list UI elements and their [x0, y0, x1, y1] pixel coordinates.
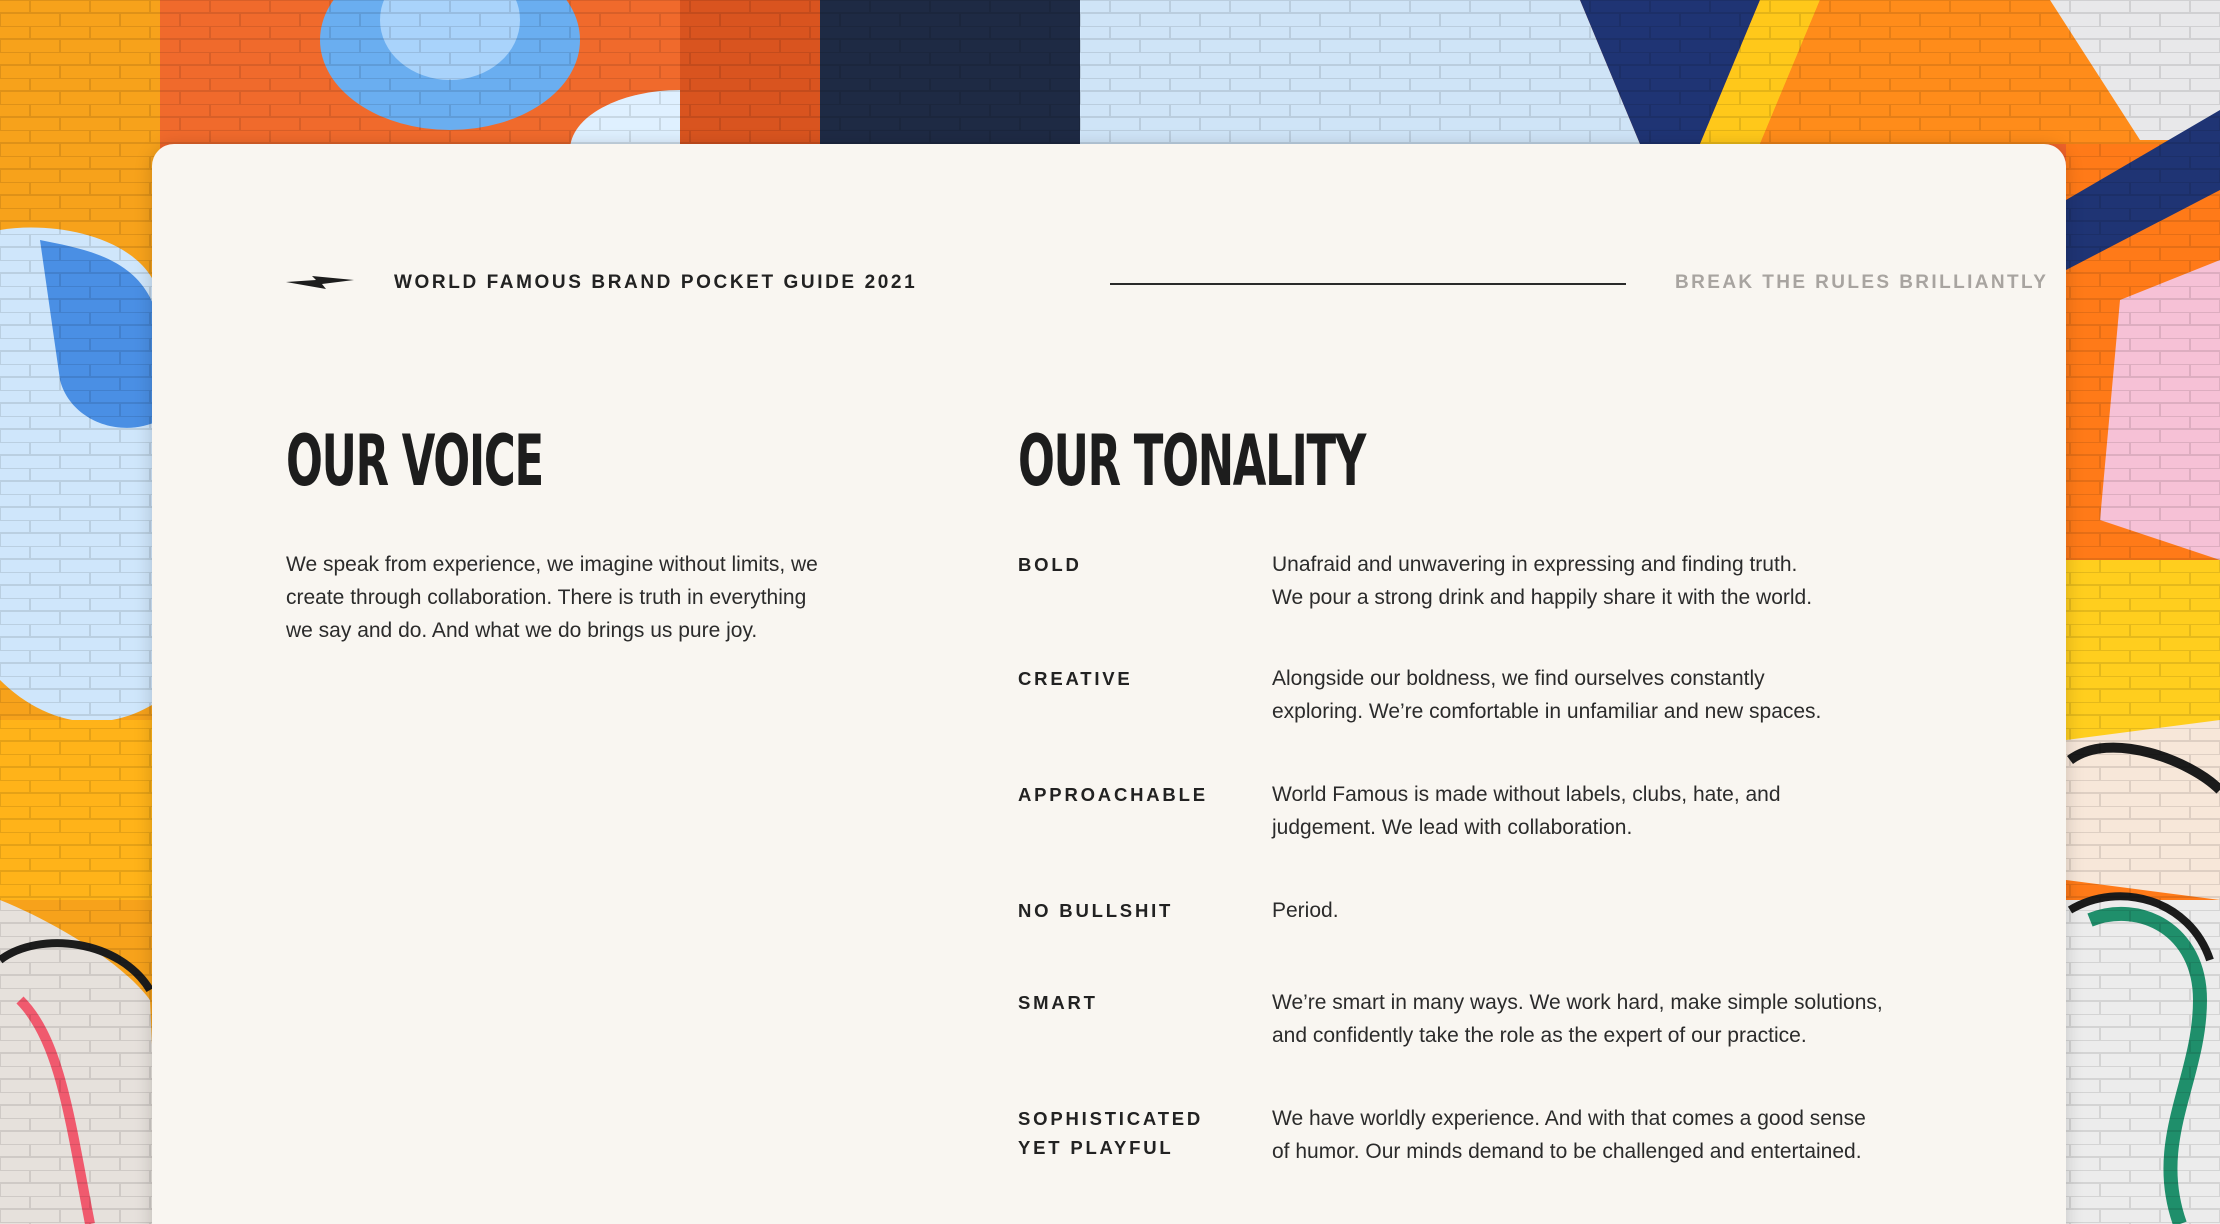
description-line: Alongside our boldness, we find ourselves constantly	[1272, 667, 1765, 690]
description-line: exploring. We’re comfortable in unfamiliar and new spaces.	[1272, 700, 1822, 723]
description-line: We have worldly experience. And with that comes a good sense	[1272, 1107, 1866, 1130]
our-voice-body: We speak from experience, we imagine without limits, we create through collaboration. There is truth in everything we say and do. And what we do brings us pure joy.	[286, 553, 818, 642]
tonality-name	[1018, 1104, 1258, 1162]
our-tonality-heading: OUR TONALITY	[1018, 420, 1366, 502]
header-divider	[1110, 283, 1626, 285]
description-line: Period.	[1272, 899, 1339, 922]
tonality-description	[1272, 662, 1952, 728]
tonality-name-line: YET PLAYFUL	[1018, 1137, 1174, 1158]
description-line: of humor. Our minds demand to be challenged and entertained.	[1272, 1140, 1862, 1163]
lightning-bolt-icon	[286, 274, 354, 292]
brand-guide-card	[152, 144, 2066, 1224]
tonality-description	[1272, 1102, 1952, 1168]
description-line: judgement. We lead with collaboration.	[1272, 816, 1633, 839]
description-line: World Famous is made without labels, clubs, hate, and	[1272, 783, 1781, 806]
tonality-name: APPROACHABLE	[1018, 784, 1208, 805]
our-voice-heading: OUR VOICE	[286, 420, 543, 502]
description-line: We’re smart in many ways. We work hard, make simple solutions,	[1272, 991, 1883, 1014]
tonality-name: SMART	[1018, 992, 1098, 1013]
tonality-description	[1272, 548, 1952, 614]
tonality-description	[1272, 894, 1952, 927]
tonality-name: CREATIVE	[1018, 668, 1133, 689]
description-line: and confidently take the role as the expert of our practice.	[1272, 1024, 1807, 1047]
tonality-name: NO BULLSHIT	[1018, 900, 1174, 921]
tagline: BREAK THE RULES BRILLIANTLY	[1675, 272, 2049, 293]
tonality-description	[1272, 778, 1952, 844]
tonality-description	[1272, 986, 1952, 1052]
description-line: Unafraid and unwavering in expressing and finding truth.	[1272, 553, 1798, 576]
guide-header	[286, 266, 2049, 302]
tonality-name-line: SOPHISTICATED	[1018, 1108, 1204, 1129]
tonality-name: BOLD	[1018, 554, 1082, 575]
guide-title: WORLD FAMOUS BRAND POCKET GUIDE 2021	[394, 272, 918, 293]
description-line: We pour a strong drink and happily share it with the world.	[1272, 586, 1813, 609]
